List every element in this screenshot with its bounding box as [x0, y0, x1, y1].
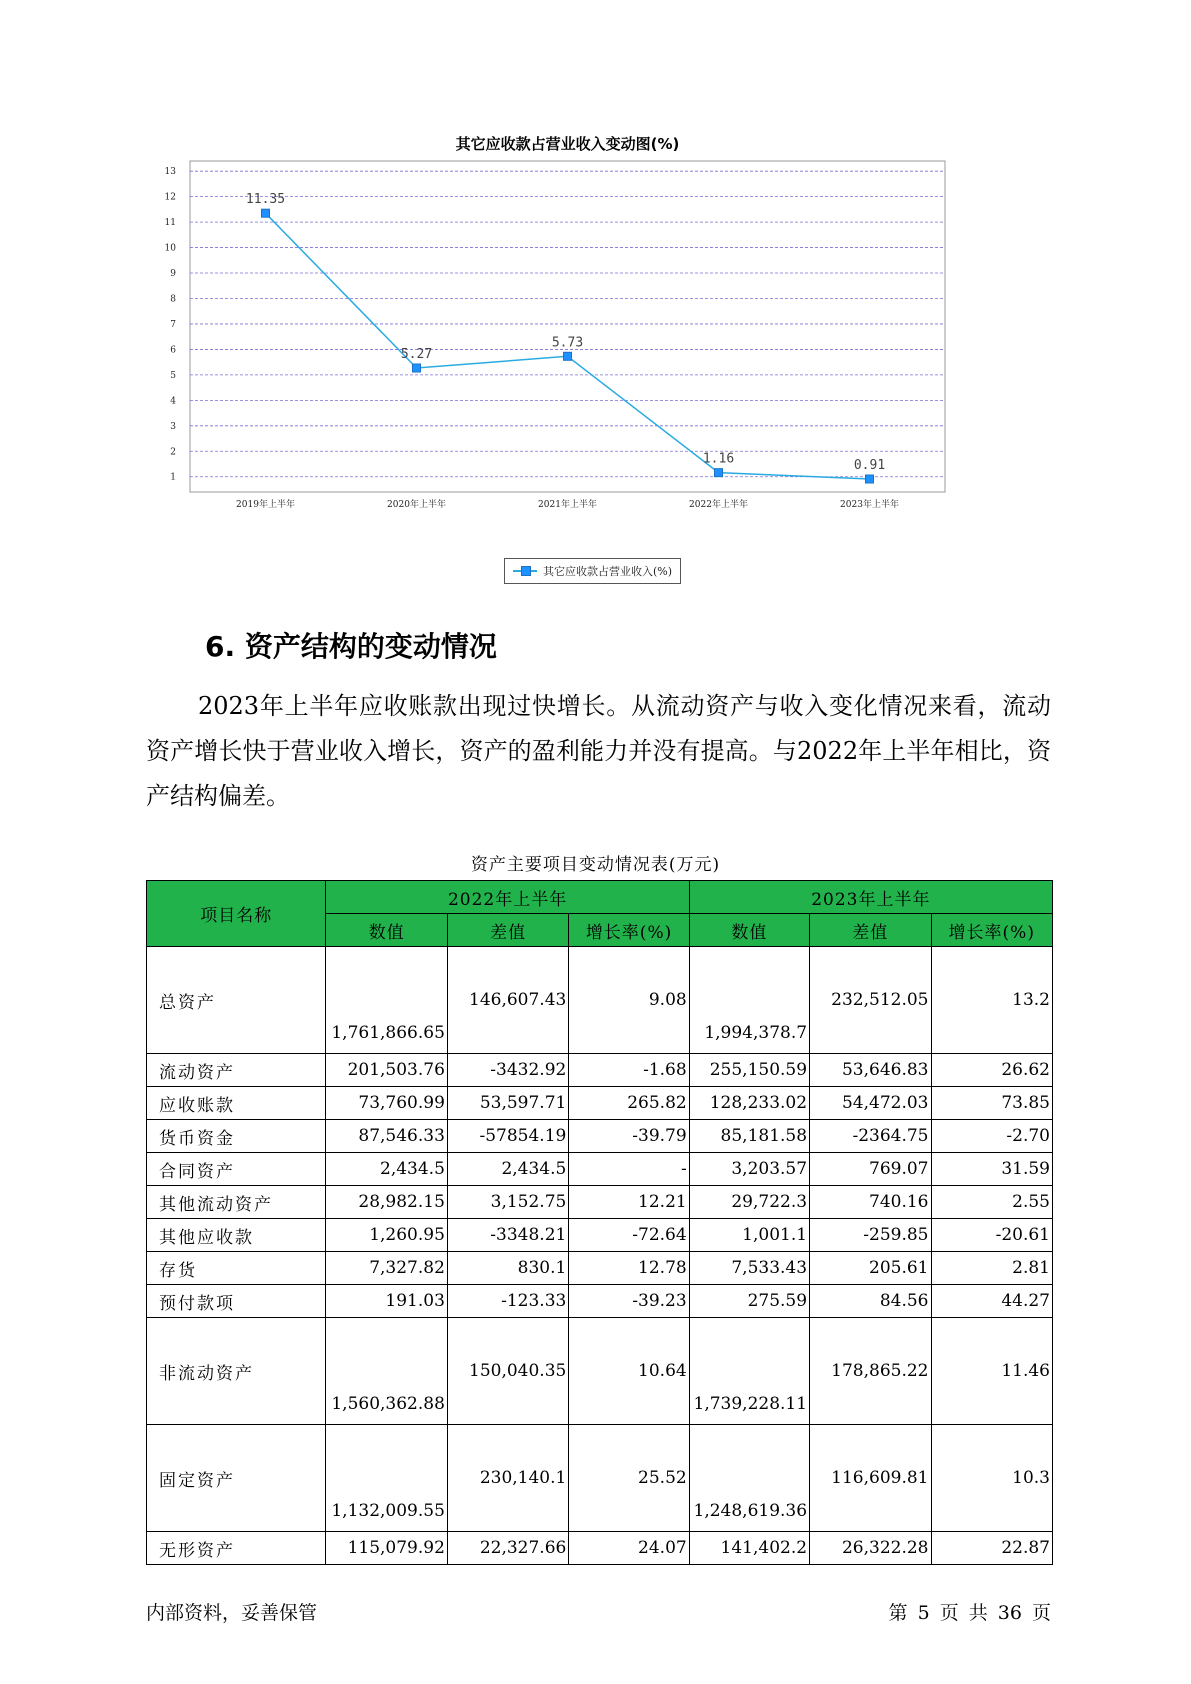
table-cell: 53,597.71 — [447, 1087, 568, 1120]
table-cell: 2,434.5 — [447, 1153, 568, 1186]
table-cell: 9.08 — [569, 947, 689, 1054]
table-row — [147, 1087, 1053, 1120]
chart-legend — [504, 558, 681, 584]
y-tick-label: 10 — [164, 243, 176, 254]
table-cell: 205.61 — [810, 1252, 931, 1285]
table-cell: 1,001.1 — [689, 1219, 809, 1252]
subheader-diff: 差值 — [447, 914, 568, 947]
row-item-name: 无形资产 — [147, 1532, 326, 1565]
table-cell: -3432.92 — [447, 1054, 568, 1087]
y-tick-label: 4 — [170, 396, 176, 407]
table-row — [147, 1186, 1053, 1219]
table-cell: 115,079.92 — [326, 1532, 447, 1565]
table-cell: 230,140.1 — [447, 1425, 568, 1532]
data-point — [413, 364, 421, 372]
table-cell: -2364.75 — [810, 1120, 931, 1153]
row-item-name: 总资产 — [147, 947, 326, 1054]
row-item-name: 其他应收款 — [147, 1219, 326, 1252]
table-cell: -57854.19 — [447, 1120, 568, 1153]
table-cell: 85,181.58 — [689, 1120, 809, 1153]
table-cell: -39.23 — [569, 1285, 689, 1318]
table-cell: 73.85 — [931, 1087, 1053, 1120]
table-cell: 26.62 — [931, 1054, 1053, 1087]
table-cell: -3348.21 — [447, 1219, 568, 1252]
table-cell: 255,150.59 — [689, 1054, 809, 1087]
table-cell: 53,646.83 — [810, 1054, 931, 1087]
subheader-value: 数值 — [689, 914, 809, 947]
table-cell: -20.61 — [931, 1219, 1053, 1252]
plot-area — [190, 161, 945, 492]
table-cell: 11.46 — [931, 1318, 1053, 1425]
data-point — [262, 209, 270, 217]
table-cell: 10.3 — [931, 1425, 1053, 1532]
subheader-growth: 增长率(%) — [569, 914, 689, 947]
row-item-name: 合同资产 — [147, 1153, 326, 1186]
table-row — [147, 1219, 1053, 1252]
section-heading: 6. 资产结构的变动情况 — [205, 630, 497, 663]
table-row — [147, 947, 1053, 1054]
asset-table — [146, 880, 1053, 1565]
y-tick-label: 6 — [170, 345, 176, 356]
row-item-name: 应收账款 — [147, 1087, 326, 1120]
header-period-2023: 2023年上半年 — [689, 881, 1052, 914]
table-cell: 3,203.57 — [689, 1153, 809, 1186]
x-tick-label: 2019年上半年 — [236, 500, 295, 510]
data-label: 11.35 — [245, 192, 286, 208]
subheader-diff: 差值 — [810, 914, 931, 947]
table-cell: 12.21 — [569, 1186, 689, 1219]
data-label: 5.73 — [551, 335, 584, 351]
header-item-name: 项目名称 — [147, 881, 326, 947]
line-chart — [140, 130, 1040, 600]
table-cell: - — [569, 1153, 689, 1186]
table-cell: 116,609.81 — [810, 1425, 931, 1532]
table-cell: 2,434.5 — [326, 1153, 447, 1186]
table-row — [147, 1285, 1053, 1318]
table-cell: 1,739,228.11 — [689, 1318, 809, 1425]
table-cell: 740.16 — [810, 1186, 931, 1219]
table-cell: -123.33 — [447, 1285, 568, 1318]
data-point — [715, 469, 723, 477]
x-tick-label: 2023年上半年 — [840, 500, 899, 510]
table-cell: 28,982.15 — [326, 1186, 447, 1219]
table-cell: 7,533.43 — [689, 1252, 809, 1285]
table-cell: -2.70 — [931, 1120, 1053, 1153]
table-cell: 275.59 — [689, 1285, 809, 1318]
table-cell: 31.59 — [931, 1153, 1053, 1186]
row-item-name: 固定资产 — [147, 1425, 326, 1532]
table-cell: 3,152.75 — [447, 1186, 568, 1219]
table-row — [147, 1425, 1053, 1532]
table-cell: 1,132,009.55 — [326, 1425, 447, 1532]
table-cell: 141,402.2 — [689, 1532, 809, 1565]
subheader-growth: 增长率(%) — [931, 914, 1053, 947]
table-cell: 54,472.03 — [810, 1087, 931, 1120]
table-cell: 191.03 — [326, 1285, 447, 1318]
row-item-name: 流动资产 — [147, 1054, 326, 1087]
data-label: 1.16 — [702, 451, 735, 467]
legend-marker-icon — [513, 566, 537, 576]
footer-note: 内部资料，妥善保管 — [146, 1602, 318, 1624]
row-item-name: 预付款项 — [147, 1285, 326, 1318]
table-cell: 87,546.33 — [326, 1120, 447, 1153]
table-row — [147, 1252, 1053, 1285]
table-cell: 178,865.22 — [810, 1318, 931, 1425]
table-row — [147, 1120, 1053, 1153]
table-row — [147, 1153, 1053, 1186]
table-cell: -1.68 — [569, 1054, 689, 1087]
table-cell: 1,994,378.7 — [689, 947, 809, 1054]
table-cell: 1,560,362.88 — [326, 1318, 447, 1425]
table-cell: -39.79 — [569, 1120, 689, 1153]
table-cell: 2.55 — [931, 1186, 1053, 1219]
row-item-name: 存货 — [147, 1252, 326, 1285]
table-cell: 44.27 — [931, 1285, 1053, 1318]
row-item-name: 其他流动资产 — [147, 1186, 326, 1219]
y-tick-label: 5 — [170, 370, 176, 381]
row-item-name: 非流动资产 — [147, 1318, 326, 1425]
table-cell: 201,503.76 — [326, 1054, 447, 1087]
table-cell: 146,607.43 — [447, 947, 568, 1054]
x-tick-label: 2020年上半年 — [387, 500, 446, 510]
table-cell: 13.2 — [931, 947, 1053, 1054]
table-cell: -259.85 — [810, 1219, 931, 1252]
table-cell: 26,322.28 — [810, 1532, 931, 1565]
table-cell: 150,040.35 — [447, 1318, 568, 1425]
table-cell: 232,512.05 — [810, 947, 931, 1054]
table-cell: 22.87 — [931, 1532, 1053, 1565]
data-point — [564, 352, 572, 360]
table-cell: 1,260.95 — [326, 1219, 447, 1252]
y-tick-label: 3 — [170, 421, 176, 432]
table-body — [147, 947, 1053, 1565]
chart-canvas — [140, 130, 1040, 550]
table-cell: 769.07 — [810, 1153, 931, 1186]
header-period-2022: 2022年上半年 — [326, 881, 689, 914]
table-cell: 84.56 — [810, 1285, 931, 1318]
subheader-value: 数值 — [326, 914, 447, 947]
row-item-name: 货币资金 — [147, 1120, 326, 1153]
table-cell: 24.07 — [569, 1532, 689, 1565]
y-tick-label: 12 — [164, 192, 176, 203]
data-label: 5.27 — [400, 347, 433, 363]
legend-label: 其它应收款占营业收入(%) — [543, 565, 673, 578]
table-cell: 830.1 — [447, 1252, 568, 1285]
y-tick-label: 2 — [170, 447, 176, 458]
page-number: 第 5 页 共 36 页 — [888, 1602, 1051, 1624]
table-cell: -72.64 — [569, 1219, 689, 1252]
y-tick-label: 1 — [170, 472, 176, 483]
table-row — [147, 1054, 1053, 1087]
x-tick-label: 2021年上半年 — [538, 500, 597, 510]
table-cell: 10.64 — [569, 1318, 689, 1425]
table-cell: 22,327.66 — [447, 1532, 568, 1565]
table-cell: 29,722.3 — [689, 1186, 809, 1219]
y-tick-label: 13 — [164, 167, 176, 178]
table-cell: 1,248,619.36 — [689, 1425, 809, 1532]
table-cell: 128,233.02 — [689, 1087, 809, 1120]
x-tick-label: 2022年上半年 — [689, 500, 748, 510]
y-tick-label: 7 — [170, 319, 176, 330]
chart-title: 其它应收款占营业收入变动图(%) — [455, 135, 680, 153]
table-cell: 7,327.82 — [326, 1252, 447, 1285]
y-tick-label: 9 — [170, 269, 176, 280]
table-row — [147, 1318, 1053, 1425]
table-cell: 73,760.99 — [326, 1087, 447, 1120]
table-cell: 2.81 — [931, 1252, 1053, 1285]
y-tick-label: 8 — [170, 294, 176, 305]
table-cell: 265.82 — [569, 1087, 689, 1120]
data-label: 0.91 — [853, 458, 886, 474]
table-caption: 资产主要项目变动情况表(万元) — [470, 855, 721, 875]
table-cell: 1,761,866.65 — [326, 947, 447, 1054]
data-point — [866, 475, 874, 483]
table-cell: 25.52 — [569, 1425, 689, 1532]
body-paragraph: 2023年上半年应收账款出现过快增长。从流动资产与收入变化情况来看，流动资产增长快于营业收入增长，资产的盈利能力并没有提高。与2022年上半年相比，资产结构偏差。 — [146, 692, 1051, 810]
table-cell: 12.78 — [569, 1252, 689, 1285]
y-tick-label: 11 — [164, 218, 176, 229]
table-row — [147, 1532, 1053, 1565]
